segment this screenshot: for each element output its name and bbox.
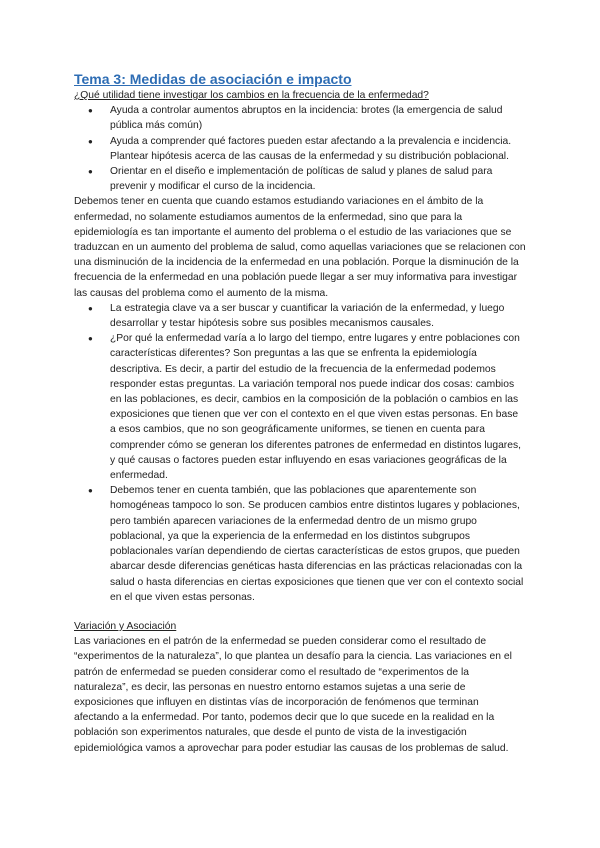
list-item: ● Ayuda a comprender qué factores pueden estar afectando a la prevalencia e incidencia. Plantear hipótesis acerca de las causas de la enfermedad y su distribución poblacional.: [74, 134, 526, 164]
list-item: ● La estrategia clave va a ser buscar y cuantificar la variación de la enfermedad, y luego desarrollar y testar hipótesis sobre sus posibles mecanismos causales.: [74, 301, 526, 331]
paragraph-natural-experiments: Las variaciones en el patrón de la enfermedad se pueden considerar como el resultado de “experimentos de la naturaleza”, lo que plantea un desafío para la ciencia. Las variaciones en el patrón de enfermedad se pueden considerar como el resultado de “experimentos de la naturaleza”, es decir, las personas en nuestro entorno estamos sujetas a una serie de exposiciones que influyen en distintas vías de incorporación de fenómenos que terminan afectando a la enfermedad. Por tanto, podemos decir que lo que sucede en la realidad en la población son experimentos naturales, que desde el punto de vista de la investigación epidemiológica vamos a aprovechar para poder estudiar las causas de los problemas de salud.: [74, 636, 512, 754]
paragraph-variations: Debemos tener en cuenta que cuando estamos estudiando variaciones en el ámbito de la enfermedad, no solamente estudiamos aumentos de la enfermedad, sino que para la epidemiología es tan importante el aumento del problema o el estudio de las variaciones que se traduzcan en un aumento del problema de salud, como aquellas variaciones que se relacionen con una disminución de la incidencia de la enfermedad en una población. Porque la disminución de la frecuencia de la enfermedad en una población puede llegar a ser muy informativa para investigar las causas del problema como el aumento de la misma.: [74, 196, 526, 299]
list-item: ● ¿Por qué la enfermedad varía a lo largo del tiempo, entre lugares y entre poblaciones con características diferentes? Son preguntas a las que se enfrenta la epidemiología descriptiva. Es decir, a partir del estudio de la frecuencia de la enfermedad podemos responder estas preguntas. La variación temporal nos puede indicar dos cosas: cambios en las poblaciones, es decir, cambios en la composición de la población o cambios en las exposiciones que tienen que ver con el contexto en el que viven estas personas. En base a esos cambios, que no son geográficamente uniformes, se tienen en cuenta para comprender cómo se generan los diferentes patrones de enfermedad en distintos lugares, y qué causas o factores pueden estar influyendo en esas variaciones geográficas de la enfermedad.: [74, 331, 526, 483]
bullet-list-utility: [74, 103, 526, 194]
page-title: Tema 3: Medidas de asociación e impacto: [74, 71, 352, 87]
section-question: ¿Qué utilidad tiene investigar los cambios en la frecuencia de la enfermedad?: [74, 90, 429, 101]
bullet-list-strategy: [74, 301, 526, 605]
document-content: [74, 70, 526, 756]
list-item: ● Debemos tener en cuenta también, que las poblaciones que aparentemente son homogéneas tampoco lo son. Se producen cambios entre distintos lugares y poblaciones, pero también aparecen variaciones de la enfermedad dentro de un mismo grupo poblacional, ya que la experiencia de la enfermedad en los distintos subgrupos poblacionales varían dependiendo de ciertas características de estos grupos, que pueden abarcar desde diferencias genéticas hasta diferencias en las prácticas relacionadas con la salud o hasta diferencias en ciertas exposiciones que tienen que ver con el contexto social en el que viven estas personas.: [74, 483, 526, 605]
subheading-variacion-asociacion: Variación y Asociación: [74, 620, 177, 632]
list-item: ● Ayuda a controlar aumentos abruptos en la incidencia: brotes (la emergencia de salud pública más común): [74, 103, 526, 133]
section-spacer: [74, 605, 526, 619]
list-item: ● Orientar en el diseño e implementación de políticas de salud y planes de salud para prevenir y modificar el curso de la incidencia.: [74, 164, 526, 194]
